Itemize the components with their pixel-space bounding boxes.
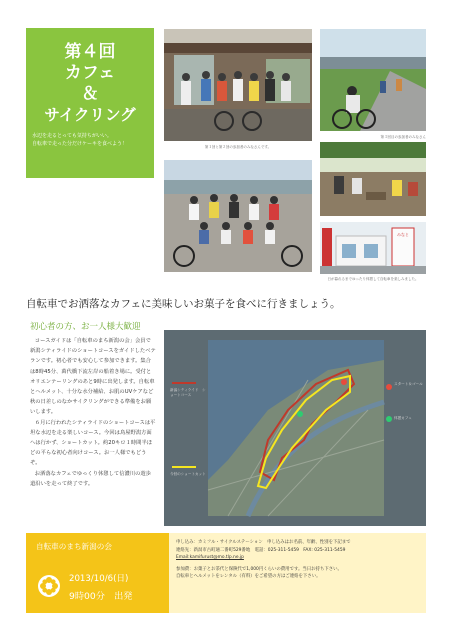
rental-info: 自転車とヘルメットをレンタル（有料）をご希望の方はご連絡を下さい。 — [176, 574, 321, 580]
application-info: 申し込み：カミフル・サイクルステーション 申し込みはお名前、年齢、性別を下記まで — [176, 540, 351, 545]
legend-red-line — [172, 382, 196, 384]
event-title-ampersand: ＆ — [81, 84, 99, 104]
photo-group-bikes-image — [164, 160, 312, 272]
footer-banner — [26, 533, 426, 613]
event-title-cafe: カフェ — [64, 63, 116, 83]
beginners-welcome-heading: 初心者の方、お一人様大歓迎 — [30, 322, 141, 332]
photo-cafe-building-image — [320, 222, 426, 274]
email-link[interactable]: Email:kamifurust@mo.tlp.ne.jp — [176, 555, 244, 561]
route-map-image — [208, 340, 384, 516]
title-tagline-2: 自転車で走った分だけケーキを食べよう！ — [32, 141, 128, 147]
photo-caption-2: 第３回目の参加者のみなさん — [380, 135, 426, 139]
flower-icon-graphic — [38, 575, 60, 597]
photo-rest-break — [320, 142, 426, 216]
cafe-marker — [386, 416, 392, 422]
flower-icon — [38, 575, 60, 597]
event-start-time: 9時00分 出発 — [69, 591, 133, 602]
title-box — [26, 28, 154, 178]
rest-cafe-label: 休憩カフェ — [394, 416, 412, 420]
photo-caption-3: 日が暮れるまでゆったり休憩して自転車を楽しみました。 — [327, 277, 419, 281]
event-title-cycling: サイクリング — [44, 106, 136, 124]
course-paragraph: ６月に行われたシティライドのショートコースは平坦な水辺を走る楽しいコース。今回は鳥屋野潟方面へは行かず、ショートカット。約20キロ１時間半ほどの平らな初心者向けコース。お一人様でもどうぞ。 — [30, 419, 156, 467]
course-paragraph: お洒落なカフェでゆっくり休憩して信濃川の遊歩道沿いを走って終了です。 — [30, 470, 151, 487]
photo-rest-break-image — [320, 142, 426, 216]
shop-sign: みなと — [397, 232, 409, 237]
route-map — [164, 330, 426, 526]
main-headline: 自転車でお洒落なカフェに美味しいお菓子を食べに行きましょう。 — [26, 298, 341, 310]
contact-info: 連絡先：新潟市古町通二番町529番地 電話：025-311-5459 FAX: 025-311-5459 — [176, 547, 346, 553]
photo-cyclists-path — [320, 29, 426, 139]
start-goal-label: スタート＆ゴール — [394, 382, 423, 386]
organizer-name: 自転車のまち新潟の会 — [36, 542, 112, 551]
photo-group-bikes — [164, 160, 312, 272]
legend-yellow-line — [172, 466, 196, 468]
route-map-graphic — [208, 340, 384, 516]
event-number: 第４回 — [64, 42, 116, 62]
photo-cyclists-path-image — [320, 29, 426, 131]
course-description — [30, 336, 156, 489]
course-paragraph: コースガイドは「自転車のまち新潟の会」会員で新潟シティライドのショートコースをガイドしたベテランです。初心者でも安心して参加できます。集合は8時45分、萬代橋下流左岸の船着き場に。受付とオリエンテーリングのあと9時に出発します。自転車とヘルメット、十分な水分補給、お肌のUVケアなど秋の日差しのなかサイクリングができる準備をお願いします。 — [30, 338, 156, 416]
title-tagline-1: 水辺を走るとっても気持ちがいい。 — [32, 133, 112, 139]
photo-cafe-building — [320, 222, 426, 281]
footer-contact-info — [169, 533, 426, 613]
start-marker — [386, 384, 392, 390]
photo-caption-1: 第１回と第２回の参加者のみなさんです。 — [204, 145, 272, 149]
event-date: 2013/10/6(日) — [69, 574, 129, 584]
legend-yellow-label: 今回のショートカット — [170, 472, 206, 476]
photo-cafe-group-image — [164, 29, 312, 141]
footer-event-info — [26, 533, 168, 613]
legend-red-label: 新潟シティライド ショートコース — [170, 388, 206, 397]
photo-cafe-group — [164, 29, 312, 149]
fee-info: 参加費：お菓子とお茶代と保険代で1,000円くらいの費用です。当日お持ち下さい。 — [176, 566, 342, 572]
